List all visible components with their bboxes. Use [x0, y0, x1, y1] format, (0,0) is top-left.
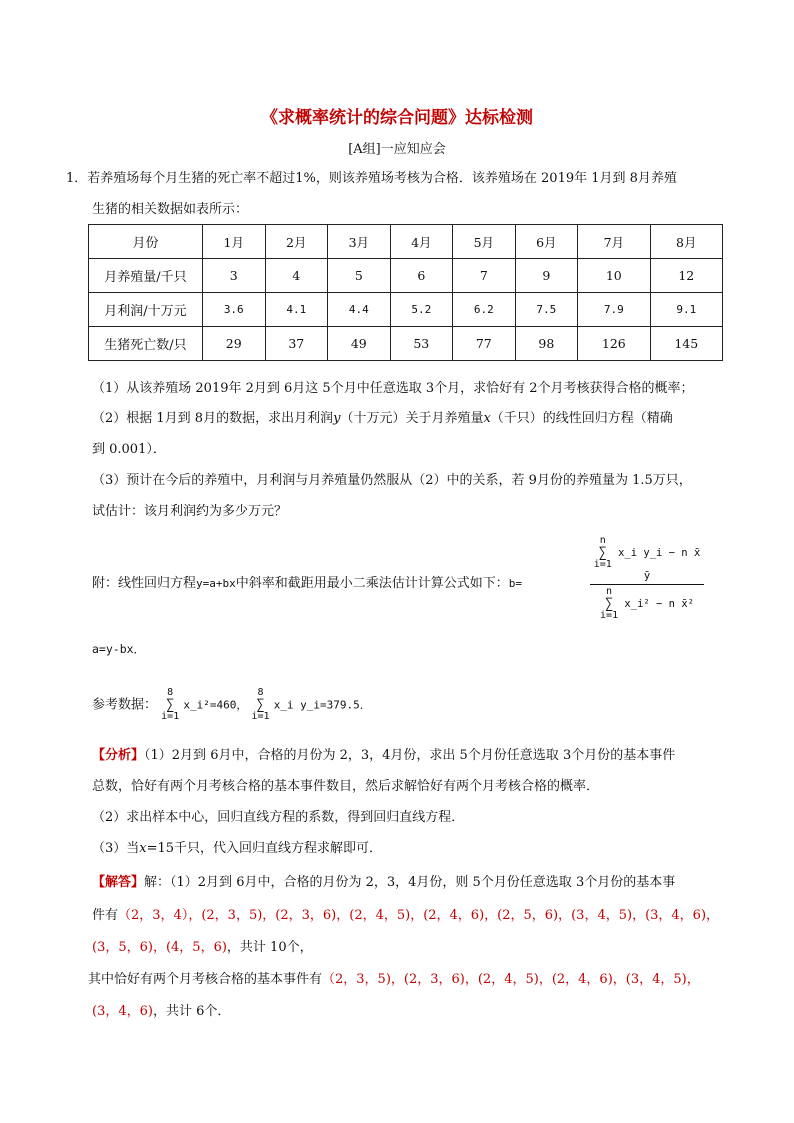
sum-symbol: 8 ∑ i=1 [251, 687, 270, 722]
part-2-text-b: （十万元）关于月养殖量 [340, 411, 484, 426]
reference-data-line [92, 688, 734, 722]
table-cell: 6 [390, 259, 453, 293]
table-cell: 3 [203, 259, 266, 293]
sum-symbol: n ∑ i=1 [593, 535, 612, 570]
table-header-cell: 5月 [453, 225, 516, 259]
table-header-row [89, 225, 723, 259]
analysis-text-4b: =15千只，代入回归直线方程求解即可． [146, 841, 383, 856]
table-header-cell: 7月 [578, 225, 650, 259]
table-cell: 53 [390, 327, 453, 361]
question-intro-text: 若养殖场每个月生猪的死亡率不超过1%，则该养殖场考核为合格．该养殖场在 2019年 1月到 8月养殖 [87, 171, 677, 186]
analysis-text-1: （1）2月到 6月中，合格的月份为 2，3，4月份，求出 5个月份任意选取 3个月份的基本事件 [144, 748, 676, 763]
question-intro-line1 [66, 167, 734, 186]
reference-value-1: x_i²=460， [183, 698, 248, 712]
solution-text-3: ，共计 10个， [226, 940, 313, 955]
numerator-text: x_i y_i − n x̄ ȳ [618, 547, 701, 582]
table-header-cell: 8月 [650, 225, 722, 259]
table-cell: 6.2 [453, 293, 516, 327]
event-list: (3，4，6) [92, 1004, 153, 1019]
table-cell: 126 [578, 327, 650, 361]
table-cell: 7 [453, 259, 516, 293]
part-3-line1: （3）预计在今后的养殖中，月利润与月养殖量仍然服从（2）中的关系，若 9月份的养殖量为 1.5万只， [92, 473, 692, 488]
part-3-line2: 试估计：该月利润约为多少万元？ [92, 504, 288, 519]
part-2-text-c: （千只）的线性回归方程（精确 [490, 411, 673, 426]
solution-text-4: 其中恰好有两个月考核合格的基本事件有 [88, 972, 323, 987]
event-list: (3，5，6)，(4，5，6) [92, 940, 227, 955]
solution-line2 [92, 904, 719, 923]
slope-numerator [588, 536, 706, 584]
table-row-label: 月养殖量/千只 [89, 259, 203, 293]
analysis-tag: 【分析】 [92, 748, 145, 763]
denominator-text: x_i² − n x̄² [624, 598, 694, 610]
table-header-cell: 月份 [89, 225, 203, 259]
solution-text-1: 解：（1）2月到 6月中，合格的月份为 2，3，4月份，则 5个月份任意选取 3个月份的基本事 [144, 875, 676, 890]
data-table [88, 224, 723, 361]
table-header-cell: 2月 [265, 225, 328, 259]
table-cell: 5 [328, 259, 391, 293]
slope-formula [588, 536, 706, 621]
table-cell: 9 [515, 259, 578, 293]
solution-tag: 【解答】 [92, 875, 145, 890]
table-cell: 7.5 [515, 293, 578, 327]
part-2-line2: 到 0.001）． [92, 442, 166, 457]
table-header-cell: 3月 [328, 225, 391, 259]
solution-text-2: 件有 [92, 908, 119, 923]
section-subtitle: [A组]一应知应会 [348, 142, 446, 157]
part-1-text: （1）从该养殖场 2019年 2月到 6月这 5个月中任意选取 3个月，求恰好有 2个月考核获得合格的概率； [92, 381, 694, 396]
table-cell: 49 [328, 327, 391, 361]
solution-line1 [92, 871, 734, 890]
part-2-text-a: （2）根据 1月到 8月的数据，求出月利润 [92, 411, 334, 426]
table-row [89, 259, 723, 293]
page-title: 《求概率统计的综合问题》达标检测 [261, 108, 533, 128]
appendix-middle-text: 中斜率和截距用最小二乘法估计计算公式如下： [235, 576, 509, 591]
table-cell: 5.2 [390, 293, 453, 327]
variable-y: y [333, 411, 341, 426]
analysis-line2: 总数，恰好有两个月考核合格的基本事件数目，然后求解恰好有两个月考核合格的概率． [92, 779, 600, 794]
event-list: （2，3，5)，(2，3，6)，(2，4，5)，(2，4，6)，(3，4，5)， [322, 972, 700, 987]
table-cell: 7.9 [578, 293, 650, 327]
variable-x: x [139, 841, 147, 856]
solution-line4 [88, 968, 734, 987]
table-cell: 4.4 [328, 293, 391, 327]
analysis-line4 [92, 837, 734, 856]
appendix-prefix: 附：线性回归方程 [92, 576, 197, 591]
table-cell: 3.6 [203, 293, 266, 327]
table-cell: 77 [453, 327, 516, 361]
analysis-line3: （2）求出样本中心，回归直线方程的系数，得到回归直线方程． [92, 810, 465, 825]
table-header-cell: 1月 [203, 225, 266, 259]
variable-x: x [483, 411, 491, 426]
intercept-formula: a=y-bx． [92, 642, 146, 656]
table-row [89, 327, 723, 361]
table-cell: 12 [650, 259, 722, 293]
table-cell: 4.1 [265, 293, 328, 327]
event-list: （2，3，4），(2，3，5)，(2，3，6)，(2，4，5)，(2，4，6)，(2，5，6)，(3，4，5)，(3，4，6)， [118, 908, 720, 923]
sum-symbol: n ∑ i=1 [600, 586, 619, 621]
table-cell: 37 [265, 327, 328, 361]
slope-denominator [588, 585, 706, 621]
solution-line5 [92, 1000, 734, 1019]
analysis-text-4a: （3）当 [92, 841, 140, 856]
table-cell: 10 [578, 259, 650, 293]
table-cell: 9.1 [650, 293, 722, 327]
analysis-line1 [92, 744, 734, 763]
reference-value-2: x_i y_i=379.5． [273, 698, 371, 712]
table-cell: 29 [203, 327, 266, 361]
table-header-cell: 4月 [390, 225, 453, 259]
table-cell: 145 [650, 327, 722, 361]
table-cell: 98 [515, 327, 578, 361]
table-header-cell: 6月 [515, 225, 578, 259]
question-number: 1． [66, 171, 88, 186]
table-cell: 4 [265, 259, 328, 293]
regression-equation: y=a+bx [196, 577, 236, 590]
question-intro-line2: 生猪的相关数据如表所示： [92, 202, 249, 217]
solution-text-5: ，共计 6个． [152, 1004, 231, 1019]
table-row-label: 生猪死亡数/只 [89, 327, 203, 361]
reference-label: 参考数据： [92, 697, 158, 713]
table-row-label: 月利润/十万元 [89, 293, 203, 327]
slope-label: b= [508, 577, 523, 590]
sum-symbol: 8 ∑ i=1 [161, 687, 180, 722]
solution-line3 [92, 936, 734, 955]
part-2-line1 [92, 407, 734, 426]
table-row [89, 293, 723, 327]
